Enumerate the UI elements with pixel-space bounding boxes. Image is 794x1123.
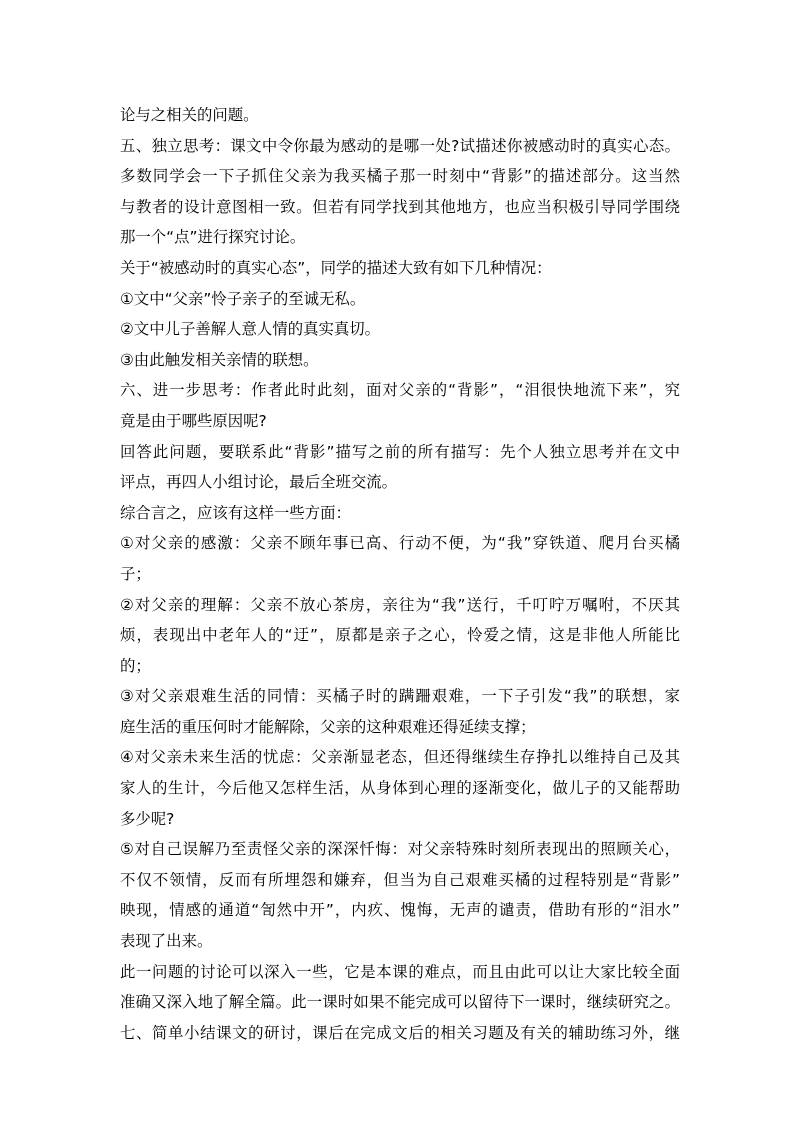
text-line: 多数同学会一下子抓住父亲为我买橘子那一时刻中“背影”的描述部分。这当然 bbox=[120, 167, 680, 186]
text-line: 与教者的设计意图相一致。但若有同学找到其他地方，也应当积极引导同学围绕 bbox=[120, 197, 680, 216]
text-line: ⑤对自己误解乃至责怪父亲的深深忏悔：对父亲特殊时刻所表现出的照顾关心， bbox=[120, 840, 680, 859]
text-line: 家人的生计，今后他又怎样生活，从身体到心理的逐渐变化，做儿子的又能帮助 bbox=[120, 779, 680, 798]
text-line: 七、简单小结课文的研讨，课后在完成文后的相关习题及有关的辅助练习外，继 bbox=[120, 1023, 680, 1042]
text-line: 关于“被感动时的真实心态”，同学的描述大致有如下几种情况： bbox=[120, 258, 552, 277]
text-line: 庭生活的重压何时才能解除，父亲的这种艰难还得延续支撑； bbox=[120, 717, 536, 736]
text-line: ②文中儿子善解人意人情的真实真切。 bbox=[120, 320, 381, 339]
text-line: 准确又深入地了解全篇。此一课时如果不能完成可以留待下一课时，继续研究之。 bbox=[120, 993, 680, 1012]
text-line: 不仅不领情，反而有所埋怨和嫌弃，但当为自己艰难买橘的过程特别是“背影” bbox=[120, 870, 680, 889]
text-line: 五、独立思考：课文中令你最为感动的是哪一处?试描述你被感动时的真实心态。 bbox=[120, 136, 680, 155]
text-line: ③由此触发相关亲情的联想。 bbox=[120, 350, 319, 369]
text-line: ④对父亲未来生活的忧虑：父亲渐显老态，但还得继续生存挣扎以维持自己及其 bbox=[120, 748, 680, 767]
document-body bbox=[120, 100, 680, 1048]
text-line: 综合言之，应该有这样一些方面： bbox=[120, 503, 351, 522]
text-line: ①文中“父亲”怜子亲子的至诚无私。 bbox=[120, 289, 366, 308]
text-line: 表现了出来。 bbox=[120, 932, 213, 951]
text-line: 论与之相关的问题。 bbox=[120, 106, 259, 124]
text-line: 竟是由于哪些原因呢? bbox=[120, 411, 267, 430]
text-line: 那一个“点”进行探究讨论。 bbox=[120, 228, 306, 247]
text-line: ③对父亲艰难生活的同情：买橘子时的蹒跚艰难，一下子引发“我”的联想，家 bbox=[120, 687, 680, 706]
text-line: ②对父亲的理解：父亲不放心茶房，亲往为“我”送行，千叮咛万嘱咐，不厌其 bbox=[120, 595, 680, 614]
text-line: 六、进一步思考：作者此时此刻，面对父亲的“背影”，“泪很快地流下来”，究 bbox=[120, 381, 680, 400]
text-line: ①对父亲的感激：父亲不顾年事已高、行动不便，为“我”穿铁道、爬月台买橘 bbox=[120, 534, 680, 553]
text-line: 回答此问题，要联系此“背影”描写之前的所有描写：先个人独立思考并在文中 bbox=[120, 442, 680, 461]
text-line: 子； bbox=[120, 564, 151, 583]
text-line: 烦，表现出中老年人的“迂”，原都是亲子之心，怜爱之情，这是非他人所能比 bbox=[120, 626, 680, 645]
text-line: 的； bbox=[120, 656, 151, 675]
text-line: 此一问题的讨论可以深入一些，它是本课的难点，而且由此可以让大家比较全面 bbox=[120, 962, 680, 981]
text-line: 映现，情感的通道“訇然中开”，内疚、愧悔，无声的谴责，借助有形的“泪水” bbox=[120, 901, 680, 920]
text-line: 多少呢? bbox=[120, 809, 175, 828]
text-line: 评点，再四人小组讨论，最后全班交流。 bbox=[120, 473, 398, 492]
